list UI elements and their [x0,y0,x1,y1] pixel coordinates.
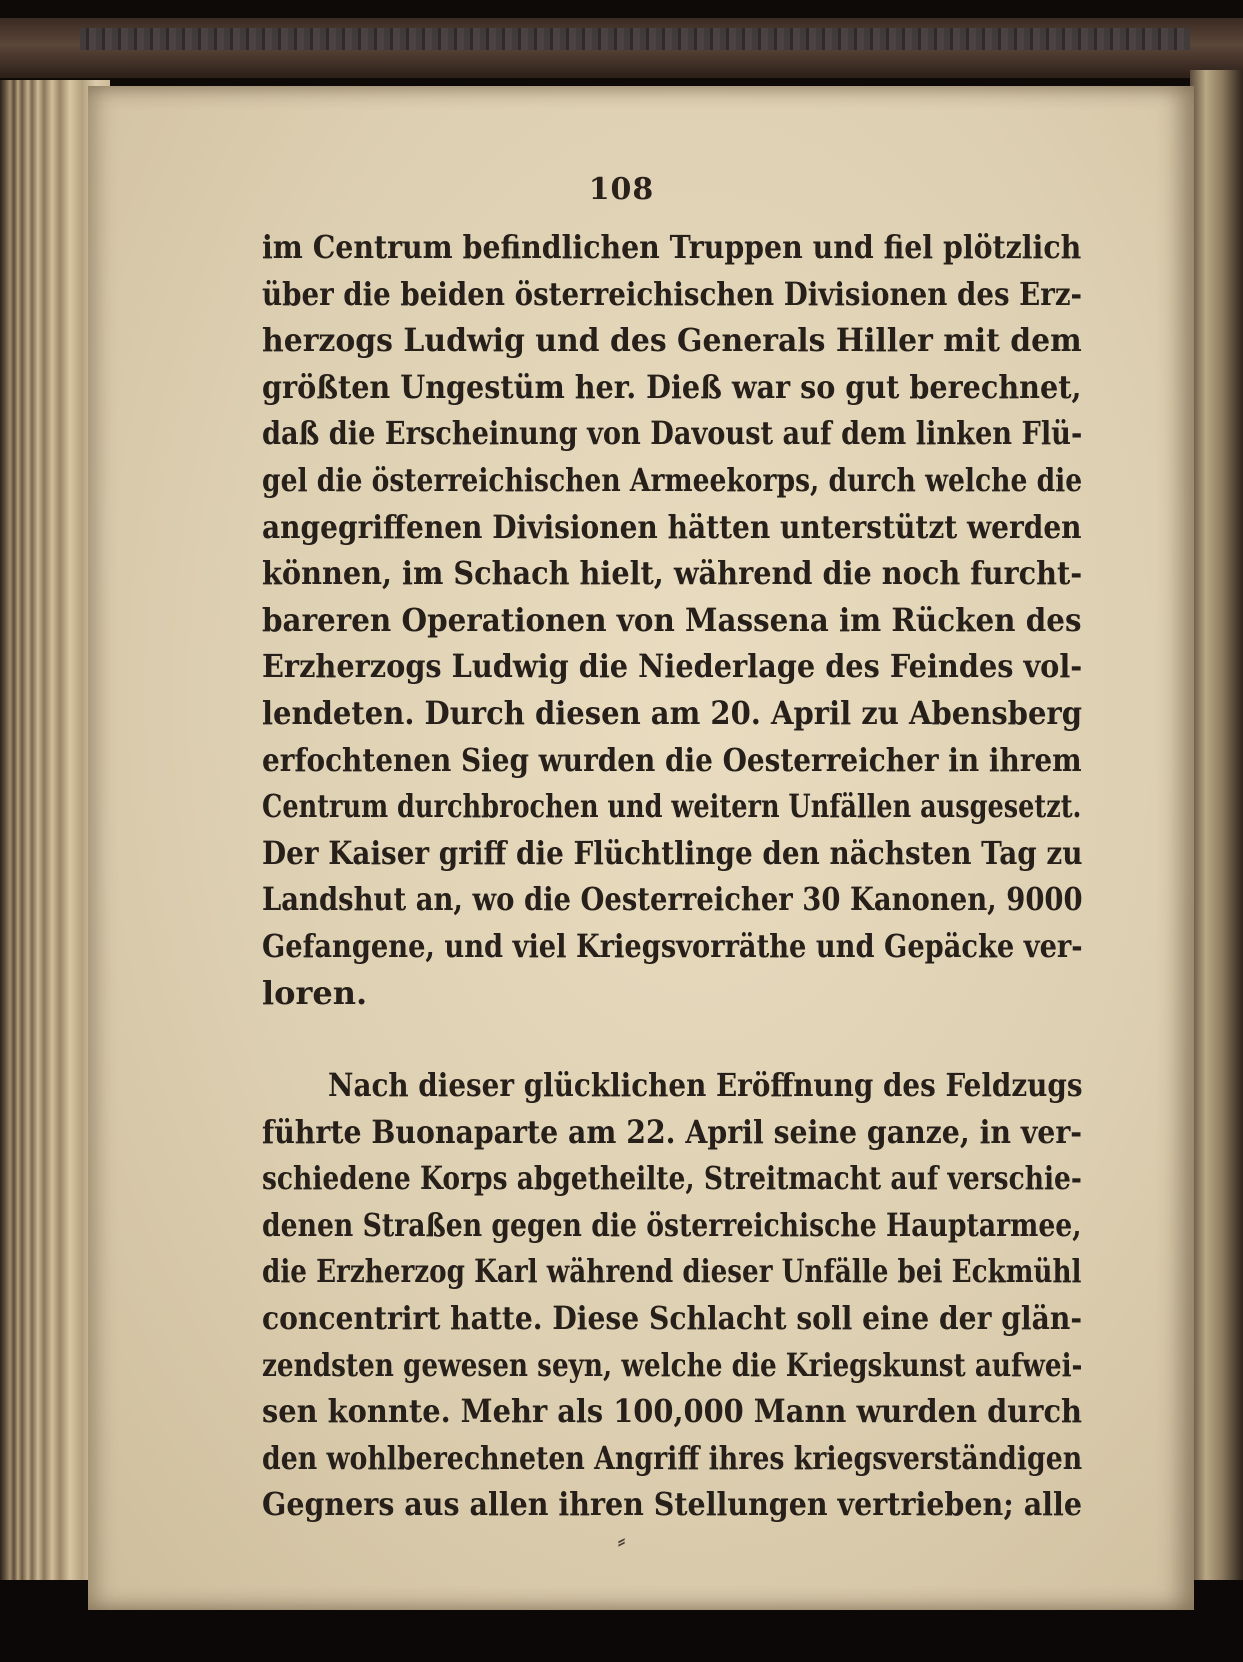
text-line: gel die österreichischen Armeekorps, durch welche die [262,460,1083,499]
page-number: 108 [588,172,655,207]
text-line: zendsten gewesen seyn, welche die Kriegskunst aufwei- [262,1345,1083,1384]
text-line: lendeten. Durch diesen am 20. April zu Abensberg [262,693,1083,732]
text-line: concentrirt hatte. Diese Schlacht soll eine der glän- [262,1298,1083,1337]
text-line: Landshut an, wo die Oesterreicher 30 Kanonen, 9000 [262,880,1083,919]
text-line: größten Ungestüm her. Dieß war so gut berechnet, [262,367,1082,406]
text-line: loren. [262,973,368,1012]
text-line: Der Kaiser griff die Flüchtlinge den nächsten Tag zu [262,833,1083,872]
text-line: sen konnte. Mehr als 100,000 Mann wurden durch [262,1392,1083,1431]
paragraph-1 [262,224,1082,1016]
text-line: Gegners aus allen ihren Stellungen vertrieben; alle [262,1485,1082,1524]
text-line: bareren Operationen von Massena im Rücken des [262,600,1082,639]
text-line: führte Buonaparte am 22. April seine ganze, in ver- [262,1112,1083,1151]
text-line: denen Straßen gegen die österreichische Hauptarmee, [262,1205,1082,1244]
text-line: herzogs Ludwig und des Generals Hiller mit dem [262,321,1082,360]
text-line: daß die Erscheinung von Davoust auf dem linken Flü- [262,414,1083,453]
paragraph-2 [262,1062,1082,1528]
text-line: über die beiden österreichischen Divisionen des Erz- [262,274,1083,313]
text-line: angegriffenen Divisionen hätten unterstützt werden [262,507,1082,546]
text-line: Nach dieser glücklichen Eröffnung des Feldzugs [328,1066,1083,1104]
text-line: können, im Schach hielt, während die noch furcht- [262,554,1083,593]
text-line: den wohlberechneten Angriff ihres kriegsverständigen [262,1438,1083,1477]
text-line: im Centrum befindlichen Truppen und fiel plötzlich [262,228,1082,266]
text-line: Erzherzogs Ludwig die Niederlage des Feindes vol- [262,647,1083,686]
text-line: erfochtenen Sieg wurden die Oesterreicher in ihrem [262,740,1082,779]
signature-mark: ⸗ [617,1528,626,1554]
page-edge-right [1190,70,1243,1610]
text-line: die Erzherzog Karl während dieser Unfälle bei Eckmühl [262,1252,1082,1291]
text-line: Gefangene, und viel Kriegsvorräthe und Gepäcke ver- [262,926,1083,965]
text-line: Centrum durchbrochen und weitern Unfällen ausgesetzt. [262,787,1082,826]
spine-edge-strip [80,28,1190,50]
text-line: schiedene Korps abgetheilte, Streitmacht auf verschie- [262,1159,1082,1198]
